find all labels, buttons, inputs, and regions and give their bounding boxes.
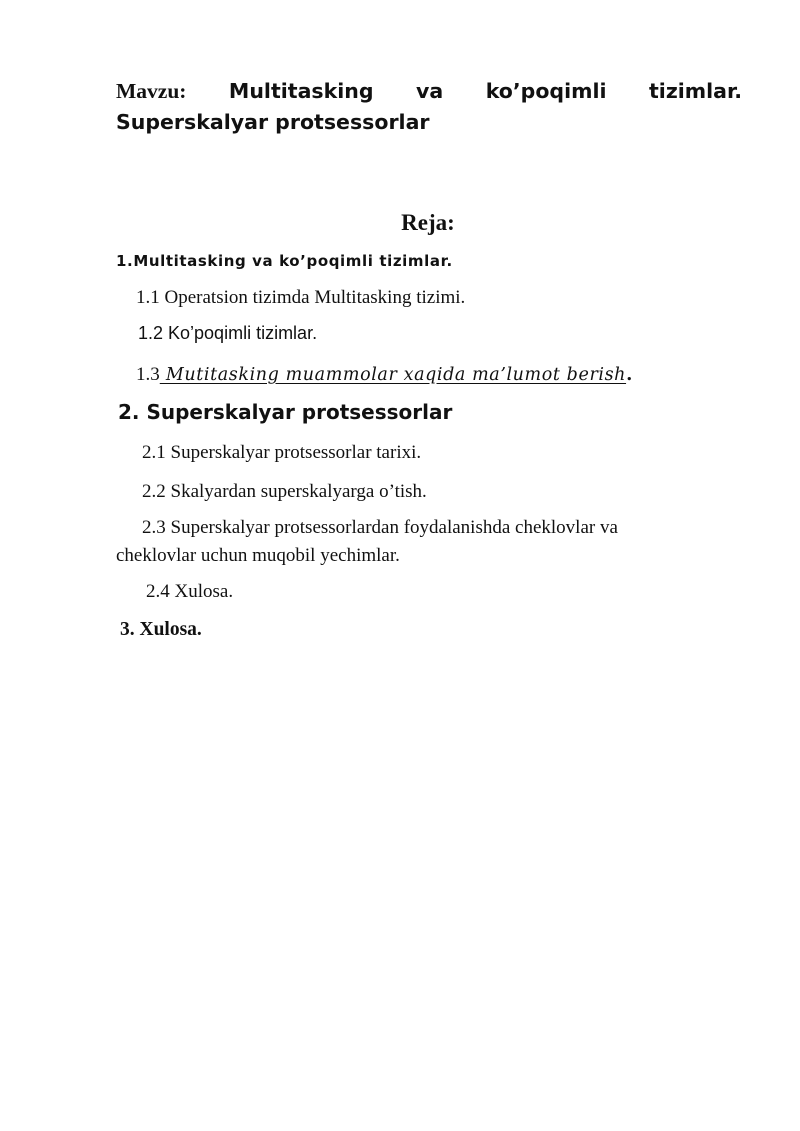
section-2-2: 2.2 Skalyardan superskalyarga o’tish. xyxy=(142,481,427,502)
section-2-1: 2.1 Superskalyar protsessorlar tarixi. xyxy=(142,442,422,463)
section-2-4: 2.4 Xulosa. xyxy=(146,581,234,602)
section-1-3-text: Mutitasking muammolar xaqida ma’lumot berish xyxy=(159,365,627,385)
section-1-3-suffix: . xyxy=(626,364,633,385)
section-1-heading xyxy=(116,250,453,272)
document-title xyxy=(116,76,742,138)
section-3-heading: 3. Xulosa. xyxy=(120,619,202,640)
section-2-3-line-2: cheklovlar uchun muqobil yechimlar. xyxy=(116,545,400,566)
title-text: Multitasking va ko’poqimli tizimlar. Superskalyar protsessorlar xyxy=(116,79,742,134)
section-1-suffix: . xyxy=(446,252,453,270)
section-2-3-line-1: 2.3 Superskalyar protsessorlardan foydalanishda cheklovlar va xyxy=(142,517,618,538)
section-1-3-number: 1.3 xyxy=(136,364,160,385)
plan-heading: Reja: xyxy=(401,210,455,235)
section-1-2: 1.2 Ko’poqimli tizimlar. xyxy=(138,323,318,343)
section-1-3 xyxy=(136,362,632,388)
section-1-number: 1. xyxy=(116,252,134,270)
section-1-1: 1.1 Operatsion tizimda Multitasking tizimi. xyxy=(136,287,466,308)
section-1-text: Multitasking va ko’poqimli tizimlar xyxy=(133,252,447,270)
title-lead: Mavzu: xyxy=(116,79,187,103)
section-2-heading: 2. Superskalyar protsessorlar xyxy=(118,400,453,424)
